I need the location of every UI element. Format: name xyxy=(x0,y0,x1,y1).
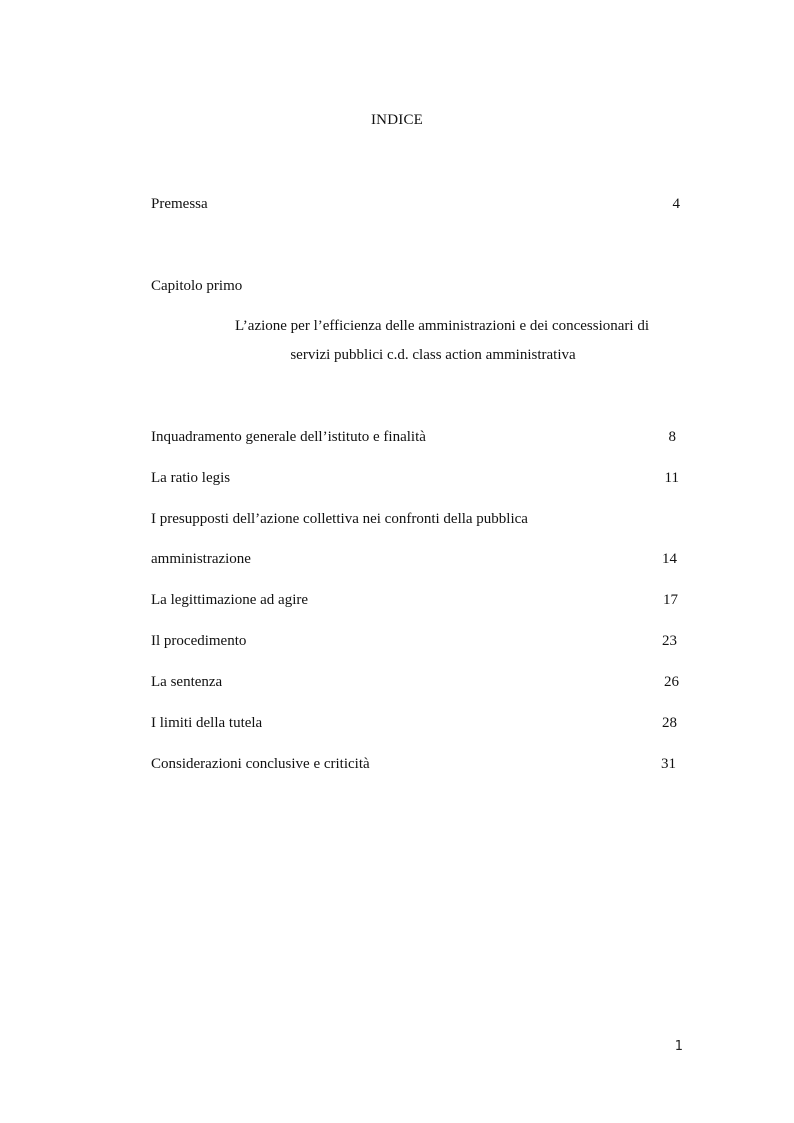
toc-entry: La ratio legis xyxy=(151,470,231,486)
toc-entry: amministrazione xyxy=(151,551,251,567)
toc-entry: I limiti della tutela xyxy=(151,715,263,731)
chapter-subtitle-line-2: servizi pubblici c.d. class action amministrativa xyxy=(290,347,576,363)
toc-page: 28 xyxy=(662,715,677,731)
page-number: 1 xyxy=(674,1039,683,1054)
toc-page: 8 xyxy=(668,429,676,445)
toc-entry: Considerazioni conclusive e criticità xyxy=(151,756,370,772)
toc-entry: Inquadramento generale dell’istituto e finalità xyxy=(151,429,426,445)
page-title: INDICE xyxy=(370,112,424,128)
toc-page: 23 xyxy=(662,633,677,649)
toc-entry: Il procedimento xyxy=(151,633,247,649)
toc-page: 17 xyxy=(663,592,678,608)
chapter-heading: Capitolo primo xyxy=(151,278,243,294)
toc-entry: I presupposti dell’azione collettiva nei confronti della pubblica xyxy=(151,511,528,527)
toc-page: 14 xyxy=(662,551,677,567)
toc-page-premessa: 4 xyxy=(672,196,680,212)
toc-entry: La legittimazione ad agire xyxy=(151,592,309,608)
toc-page: 11 xyxy=(664,470,679,486)
toc-entry: La sentenza xyxy=(151,674,223,690)
chapter-subtitle-line-1: L’azione per l’efficienza delle amministrazioni e dei concessionari di xyxy=(235,318,649,334)
toc-page: 26 xyxy=(664,674,679,690)
toc-entry-premessa: Premessa xyxy=(151,196,208,212)
toc-page: 31 xyxy=(661,756,676,772)
